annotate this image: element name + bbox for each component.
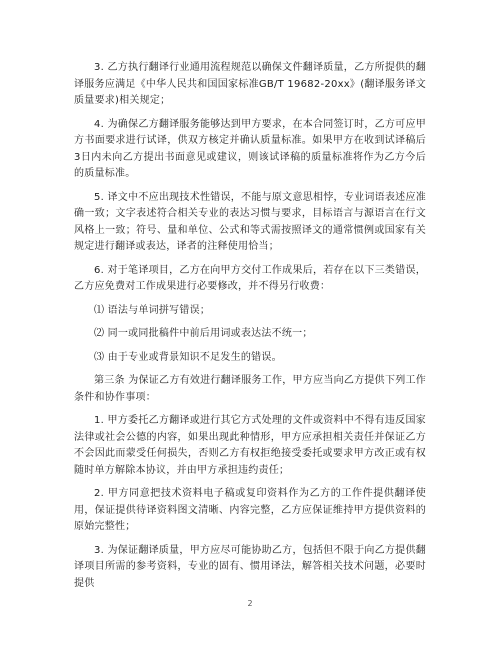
clause-paragraph-3: 3. 乙方执行翻译行业通用流程规范以确保文件翻译质量，乙方所提供的翻译服务应满足《中华人民共和国国家标准GB/T 19682-20xx》(翻译服务译文质量要求)相关规定； (74, 62, 426, 106)
clause-paragraph-5: 5. 译文中不应出现技术性错误，不能与原文意思相悖，专业词语表述应准确一致；文字表述符合相关专业的表达习惯与要求，目标语言与源语言在行文风格上一致；符号、量和单位、公式和等式需按照译文的通常惯例或国家有关规定进行翻译或表达，译者的注释使用恰当； (74, 191, 426, 252)
error-list-item-1: ⑴ 语法与单词拼写错误； (94, 304, 211, 316)
clause-paragraph-6: 6. 对于笔译项目，乙方在向甲方交付工作成果后，若存在以下三类错误，乙方应免费对工作成果进行必要修改，并不得另行收费： (74, 264, 426, 292)
article-three-heading-paragraph: 第三条 为保证乙方有效进行翻译服务工作，甲方应当向乙方提供下列工作条件和协作事项： (74, 375, 426, 403)
obligation-paragraph-2: 2. 甲方同意把技术资料电子稿或复印资料作为乙方的工作件提供翻译使用，保证提供待译资料图文清晰、内容完整，乙方应保证维持甲方提供资料的原始完整性； (74, 488, 426, 532)
obligation-paragraph-3: 3. 为保证翻译质量，甲方应尽可能协助乙方，包括但不限于向乙方提供翻译项目所需的参考资料，专业的固有、惯用译法，解答相关技术问题，必要时提供 (74, 544, 426, 589)
clause-paragraph-4: 4. 为确保乙方翻译服务能够达到甲方要求，在本合同签订时，乙方可应甲方书面要求进行试译，供双方核定并确认质量标准。如果甲方在收到试译稿后3日内未向乙方提出书面意见或建议，则该试译稿的质量标准将作为乙方今后的质量标准。 (74, 118, 426, 179)
obligation-paragraph-1: 1. 甲方委托乙方翻译或进行其它方式处理的文件或资料中不得有违反国家法律或社会公德的内容，如果出现此种情形，甲方应承担相关责任并保证乙方不会因此而蒙受任何损失，否则乙方有权拒绝接受委托或要求甲方改正或有权随时单方解除本协议，并由甲方承担违约责任； (74, 415, 426, 476)
error-list-item-3: ⑶ 由于专业或背景知识不足发生的错误。 (94, 351, 282, 363)
page-number: 2 (247, 599, 253, 608)
error-list-item-2: ⑵ 同一或同批稿件中前后用词或表达法不统一； (94, 328, 313, 339)
document-body (74, 60, 426, 599)
